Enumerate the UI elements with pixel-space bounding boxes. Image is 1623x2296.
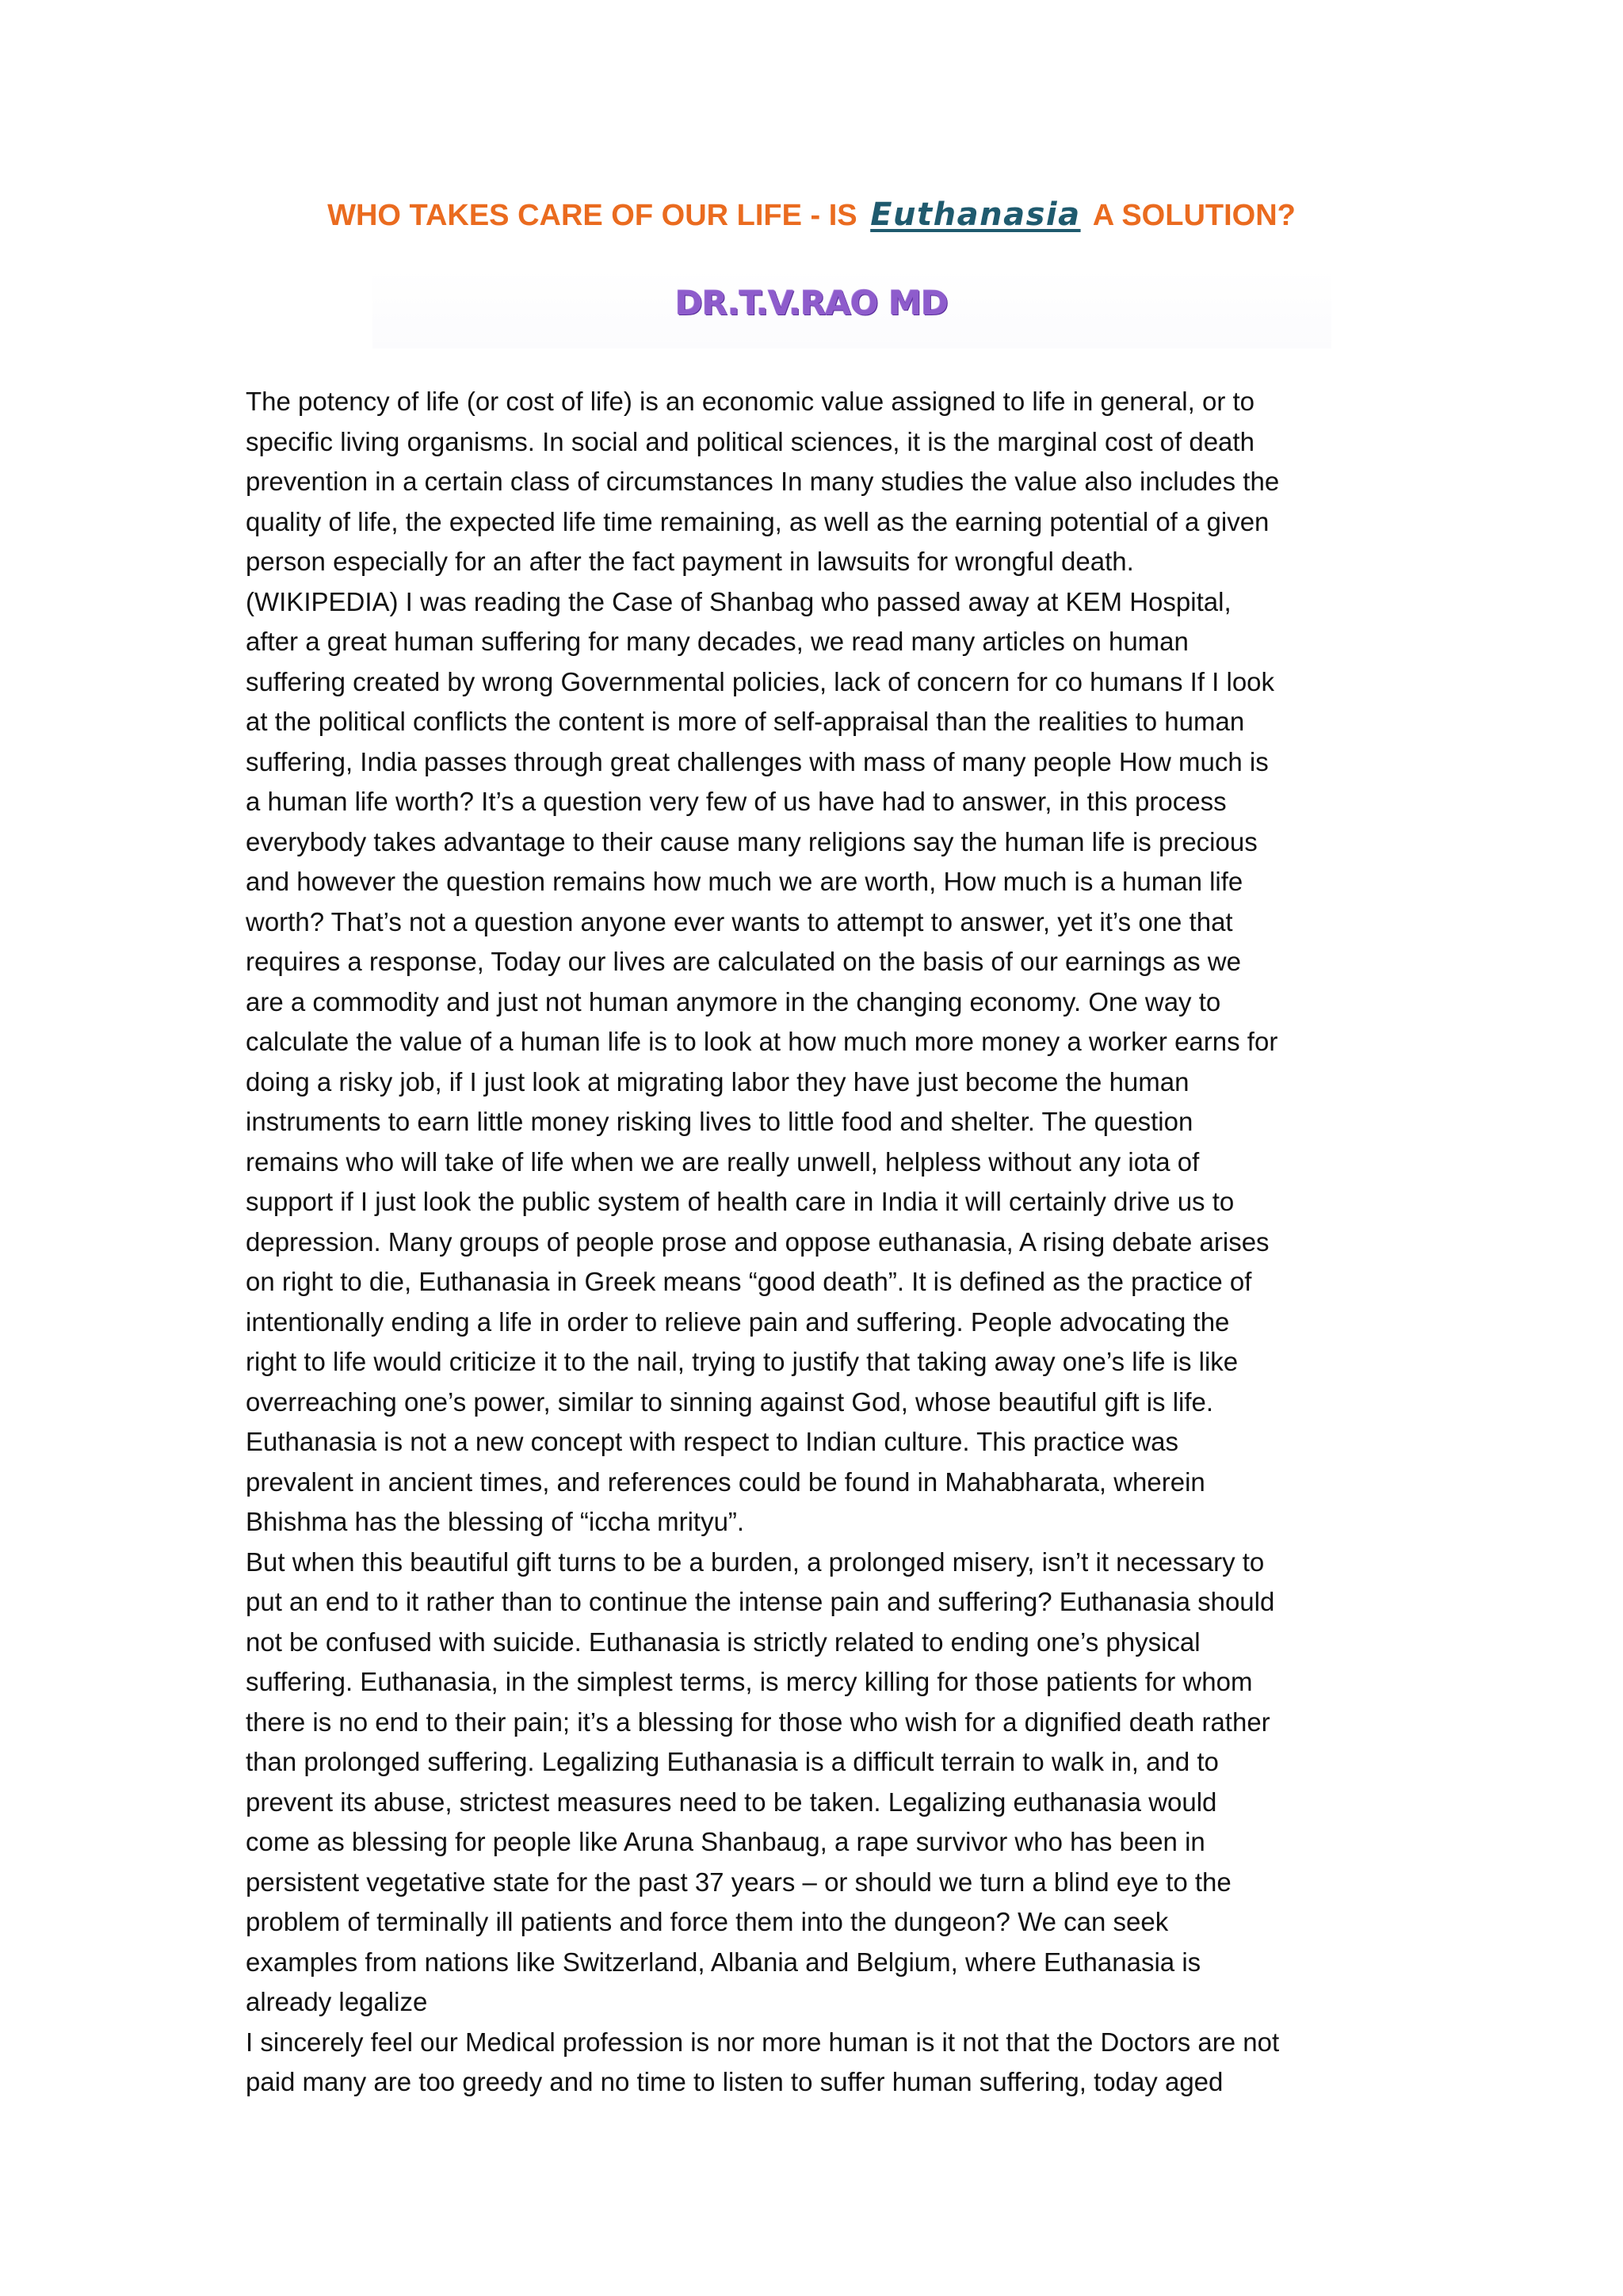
text-line: But when this beautiful gift turns to be a burden, a prolonged misery, isn’t it necessary to [246, 1547, 1265, 1577]
text-line: and however the question remains how much we are worth, How much is a human life [246, 867, 1243, 896]
text-line: at the political conflicts the content is more of self-appraisal than the realities to human [246, 707, 1245, 736]
author-name: DR.T.V.RAO MD [674, 284, 949, 322]
text-line: instruments to earn little money risking lives to little food and shelter. The question [246, 1107, 1193, 1136]
text-line: worth? That’s not a question anyone ever wants to attempt to answer, yet it’s one that [246, 906, 1233, 936]
text-line: requires a response, Today our lives are calculated on the basis of our earnings as we [246, 947, 1241, 976]
text-line: come as blessing for people like Aruna Shanbaug, a rape survivor who has been in [246, 1827, 1205, 1856]
text-line: The potency of life (or cost of life) is an economic value assigned to life in general, or to [246, 387, 1254, 416]
text-line: right to life would criticize it to the nail, trying to justify that taking away one’s life is like [246, 1347, 1239, 1376]
text-line: overreaching one’s power, similar to sinning against God, whose beautiful gift is life. [246, 1386, 1214, 1417]
text-line: a human life worth? It’s a question very few of us have had to answer, in this process [246, 787, 1227, 816]
title-keyword: Euthanasia [870, 196, 1081, 233]
text-line: already legalize [246, 1987, 428, 2016]
text-line: suffering, India passes through great challenges with mass of many people How much is [246, 746, 1269, 776]
document-body [246, 382, 1387, 2103]
text-line: paid many are too greedy and no time to listen to suffer human suffering, today aged [246, 2067, 1224, 2096]
text-line: (WIKIPEDIA) I was reading the Case of Shanbag who passed away at KEM Hospital, [246, 586, 1232, 616]
paragraph [246, 2023, 1387, 2103]
text-line: specific living organisms. In social and political sciences, it is the marginal cost of death [246, 426, 1254, 456]
paragraph [246, 1543, 1387, 2023]
text-line: suffering. Euthanasia, in the simplest terms, is mercy killing for those patients for whom [246, 1667, 1253, 1696]
text-line: prevalent in ancient times, and references could be found in Mahabharata, wherein [246, 1466, 1205, 1497]
document-title [0, 196, 1623, 233]
text-line: than prolonged suffering. Legalizing Euthanasia is a difficult terrain to walk in, and to [246, 1747, 1219, 1776]
text-line: support if I just look the public system of health care in India it will certainly drive us to [246, 1187, 1235, 1216]
text-line: prevent its abuse, strictest measures need to be taken. Legalizing euthanasia would [246, 1787, 1217, 1817]
text-line: doing a risky job, if I just look at migrating labor they have just become the human [246, 1066, 1190, 1097]
text-line: calculate the value of a human life is to look at how much more money a worker earns for [246, 1027, 1278, 1056]
text-line: intentionally ending a life in order to relieve pain and suffering. People advocating the [246, 1306, 1230, 1337]
paragraph [246, 382, 1387, 1543]
text-line: there is no end to their pain; it’s a blessing for those who wish for a dignified death rather [246, 1707, 1270, 1737]
text-line: person especially for an after the fact payment in lawsuits for wrongful death. [246, 547, 1134, 576]
title-suffix: A SOLUTION? [1092, 199, 1296, 232]
text-line: put an end to it rather than to continue the intense pain and suffering? Euthanasia should [246, 1587, 1275, 1616]
text-line: Euthanasia is not a new concept with respect to Indian culture. This practice was [246, 1427, 1179, 1456]
text-line: I sincerely feel our Medical profession is nor more human is it not that the Doctors are not [246, 2027, 1280, 2057]
text-line: everybody takes advantage to their cause many religions say the human life is precious [246, 826, 1258, 856]
text-line: after a great human suffering for many decades, we read many articles on human [246, 627, 1189, 656]
text-line: persistent vegetative state for the past 37 years – or should we turn a blind eye to the [246, 1867, 1232, 1897]
text-line: not be confused with suicide. Euthanasia is strictly related to ending one’s physical [246, 1627, 1201, 1657]
text-line: depression. Many groups of people prose and oppose euthanasia, A rising debate arises [246, 1226, 1270, 1257]
text-line: remains who will take of life when we are really unwell, helpless without any iota of [246, 1146, 1200, 1177]
text-line: examples from nations like Switzerland, Albania and Belgium, where Euthanasia is [246, 1947, 1201, 1977]
text-line: problem of terminally ill patients and force them into the dungeon? We can seek [246, 1907, 1169, 1936]
text-line: prevention in a certain class of circumstances In many studies the value also includes the [246, 467, 1280, 496]
text-line: are a commodity and just not human anymore in the changing economy. One way to [246, 986, 1221, 1016]
text-line: suffering created by wrong Governmental policies, lack of concern for co humans If I look [246, 666, 1275, 696]
text-line: quality of life, the expected life time remaining, as well as the earning potential of a given [246, 506, 1270, 536]
text-line: on right to die, Euthanasia in Greek means “good death”. It is defined as the practice of [246, 1267, 1252, 1296]
title-prefix: WHO TAKES CARE OF OUR LIFE - IS [327, 199, 857, 232]
text-line: Bhishma has the blessing of “iccha mrityu”. [246, 1507, 745, 1536]
